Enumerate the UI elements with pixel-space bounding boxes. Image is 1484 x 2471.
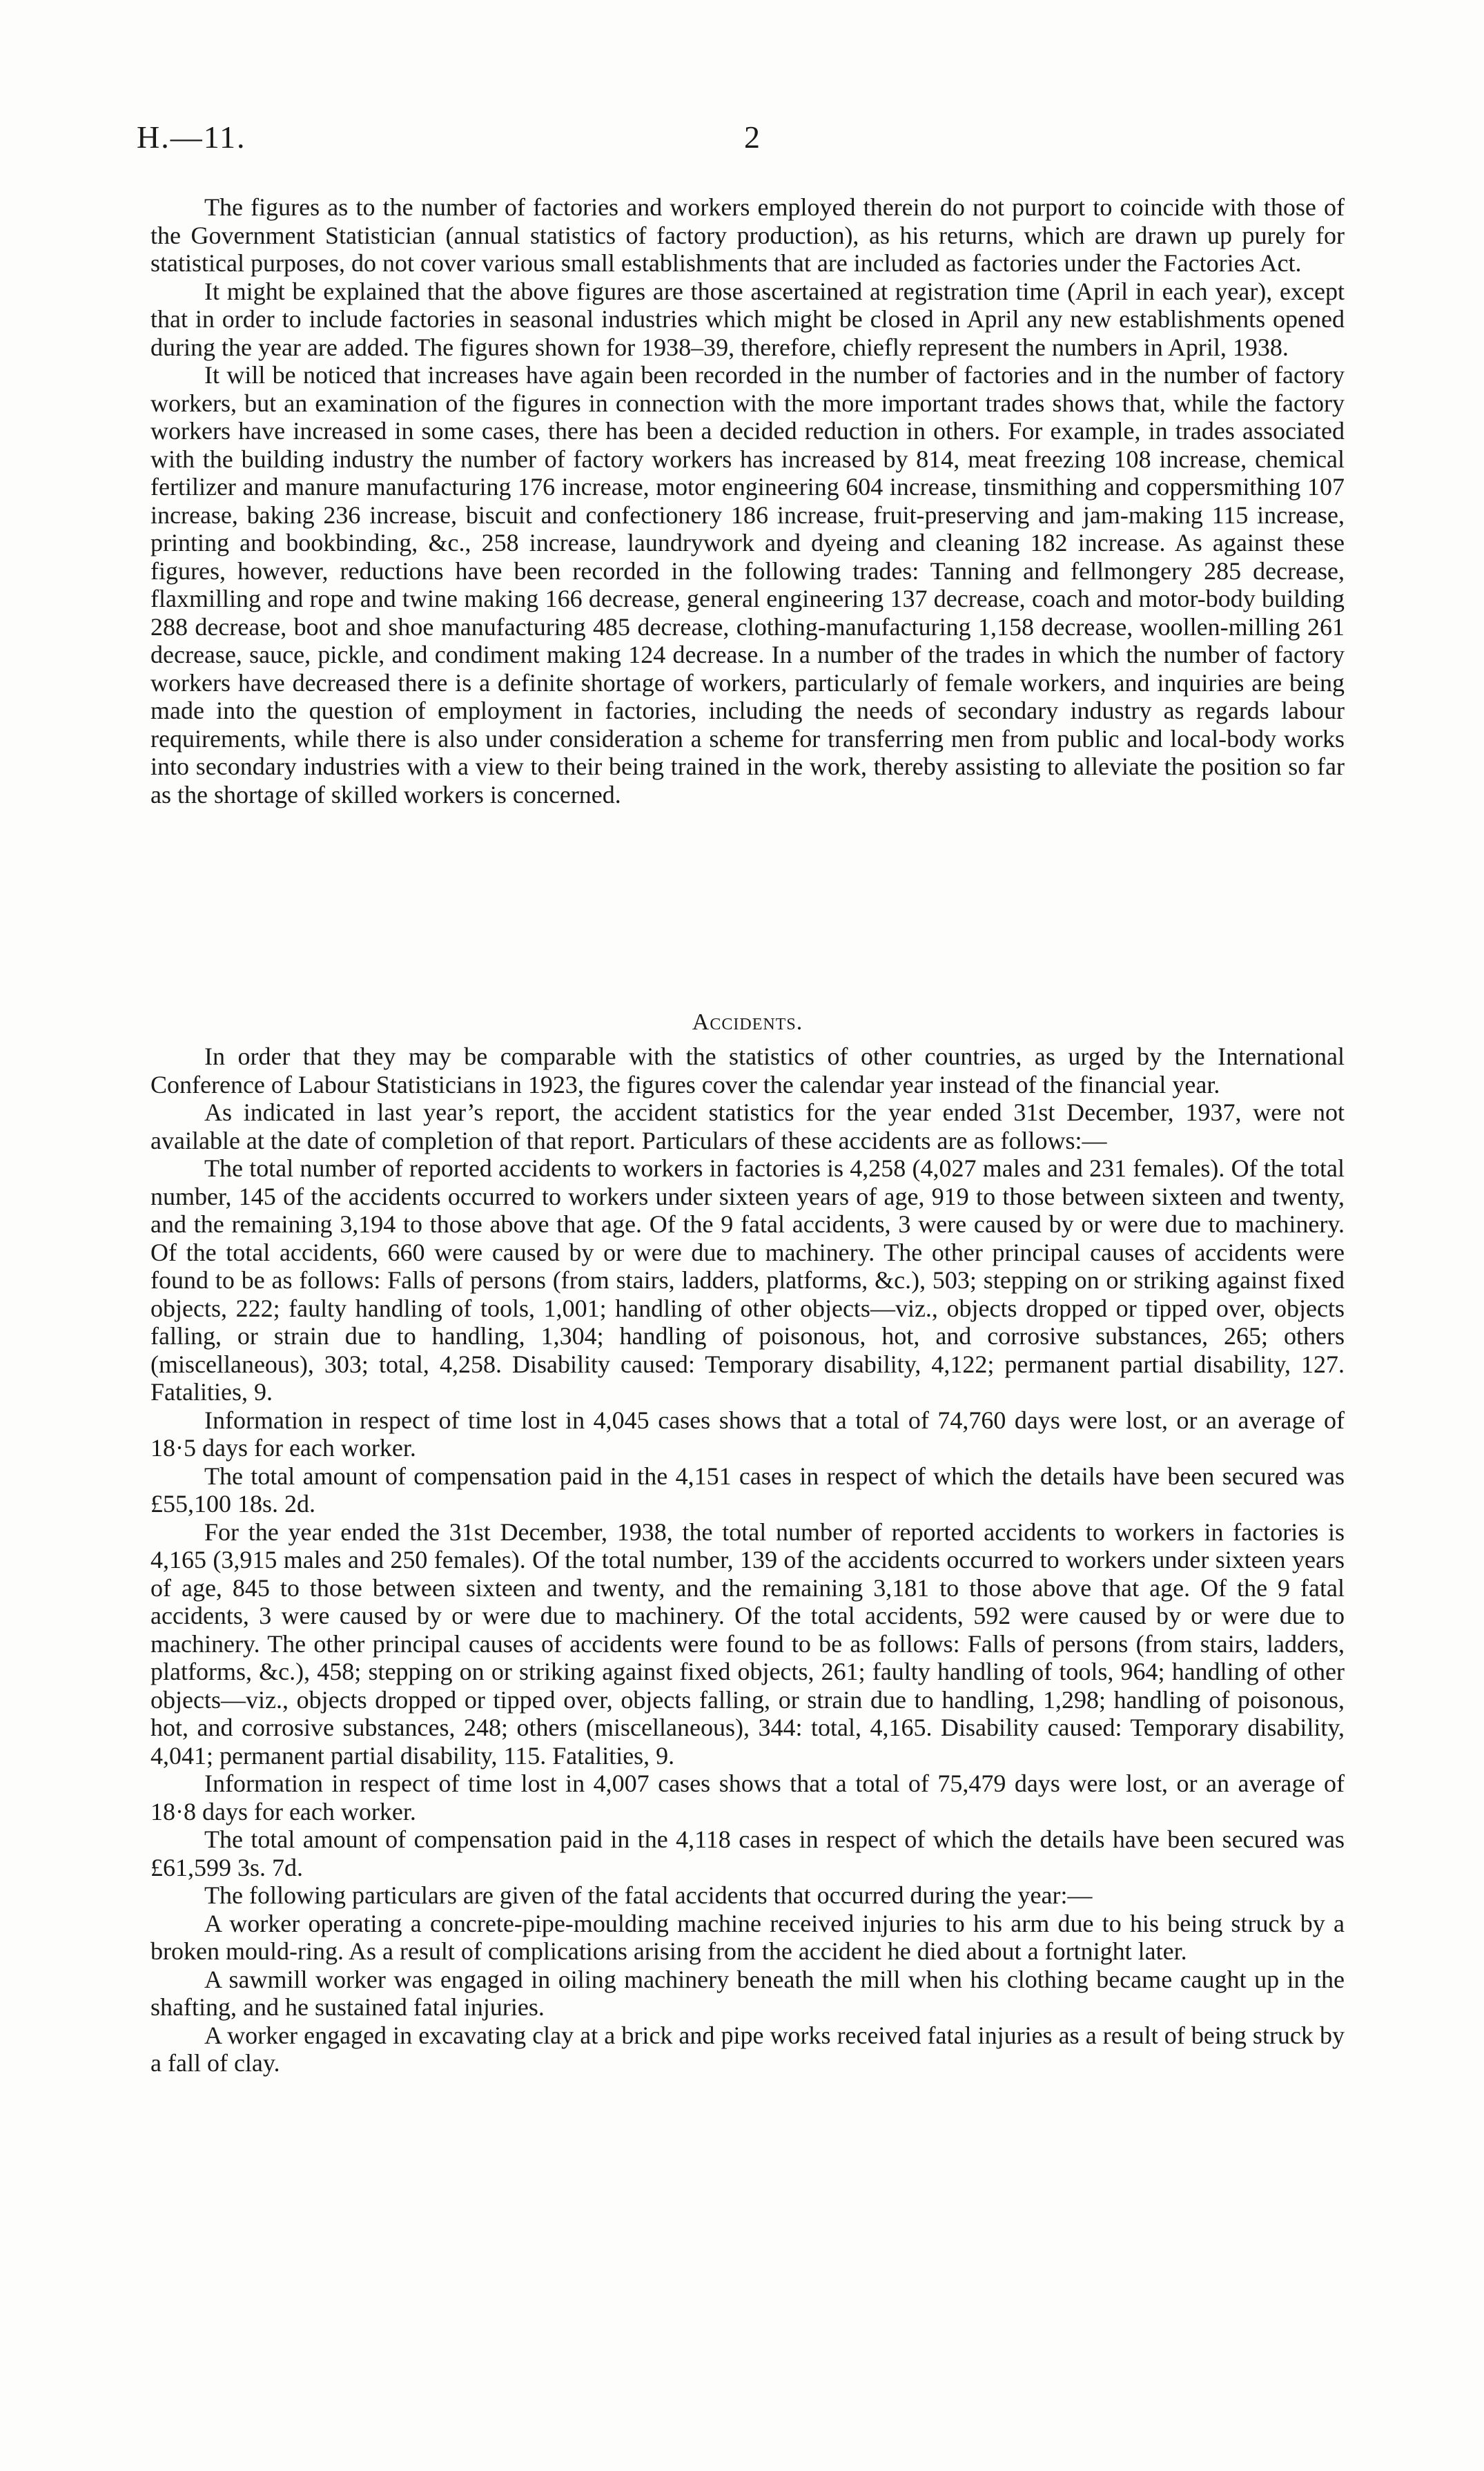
paragraph: The following particulars are given of the fatal accidents that occurred during the year:— bbox=[204, 1881, 1093, 1909]
accidents-section bbox=[150, 1043, 1345, 2077]
paragraph: A sawmill worker was engaged in oiling machinery beneath the mill when his clothing became caught up in the shafting, and he sustained fatal injuries. bbox=[150, 1965, 1345, 2021]
paragraph: The total amount of compensation paid in the 4,151 cases in respect of which the details have been secured was £55,100 18s. 2d. bbox=[150, 1462, 1345, 1518]
paragraph: It will be noticed that increases have again been recorded in the number of factories and in the number of factory workers, but an examination of the figures in connection with the more important trades shows that, while the factory workers have increased in some cases, there has been a decided reduction in others. For example, in trades associated with the building industry the number of factory workers has increased by 814, meat freezing 108 increase, chemical fertilizer and manure manufacturing 176 increase, motor engineering 604 increase, tinsmithing and coppersmithing 107 increase, baking 236 increase, biscuit and confectionery 186 increase, fruit-preserving and jam-making 115 increase, printing and bookbinding, &c., 258 increase, laundrywork and dyeing and cleaning 182 increase. As against these figures, however, reductions have been recorded in the following trades: Tanning and fellmongery 285 decrease, flaxmilling and rope and twine making 166 decrease, general engineering 137 decrease, coach and motor-body building 288 decrease, boot and shoe manufacturing 485 decrease, clothing-manufacturing 1,158 decrease, woollen-milling 261 decrease, sauce, pickle, and condiment making 124 decrease. In a number of the trades in which the number of factory workers have decreased there is a definite shortage of workers, particularly of female workers, and inquiries are being made into the question of employment in factories, including the needs of secondary industry as regards labour requirements, while there is also under consideration a scheme for transferring men from public and local-body works into secondary industries with a view to their being trained in the work, thereby assisting to alleviate the position so far as the shortage of skilled workers is concerned. bbox=[150, 361, 1345, 808]
paragraph: A worker operating a concrete-pipe-moulding machine received injuries to his arm due to his being struck by a broken mould-ring. As a result of complications arising from the accident he died about a fortnight later. bbox=[150, 1909, 1345, 1965]
paragraph: Information in respect of time lost in 4,045 cases shows that a total of 74,760 days were lost, or an average of 18·5 days for each worker. bbox=[150, 1406, 1345, 1462]
paragraph: For the year ended the 31st December, 1938, the total number of reported accidents to workers in factories is 4,165 (3,915 males and 250 females). Of the total number, 139 of the accidents occurred to workers under sixteen years of age, 845 to those between sixteen and twenty, and the remaining 3,181 to those above that age. Of the 9 fatal accidents, 3 were caused by or were due to machinery. Of the total accidents, 592 were caused by or were due to machinery. The other principal causes of accidents were found to be as follows: Falls of persons (from stairs, ladders, platforms, &c.), 458; stepping on or striking against fixed objects, 261; faulty handling of tools, 964; handling of other objects—viz., objects dropped or tipped over, objects falling, or strain due to handling, 1,298; handling of poisonous, hot, and corrosive substances, 248; others (miscellaneous), 344: total, 4,165. Disability caused: Temporary disability, 4,041; permanent partial disability, 115. Fatalities, 9. bbox=[150, 1518, 1345, 1770]
page-number: 2 bbox=[744, 119, 761, 155]
intro-section bbox=[150, 193, 1345, 808]
paragraph: The figures as to the number of factories and workers employed therein do not purport to coincide with those of the Government Statistician (annual statistics of factory production), as his returns, which are drawn up purely for statistical purposes, do not cover various small establishments that are included as factories under the Factories Act. bbox=[150, 193, 1345, 277]
document-reference: H.—11. bbox=[137, 119, 246, 155]
section-heading-accidents: Accidents. bbox=[692, 1009, 803, 1035]
page-header bbox=[137, 119, 1345, 160]
paragraph: It might be explained that the above figures are those ascertained at registration time (April in each year), except that in order to include factories in seasonal industries which might be closed in April any new establishments opened during the year are added. The figures shown for 1938–39, therefore, chiefly represent the numbers in April, 1938. bbox=[150, 277, 1345, 361]
paragraph: A worker engaged in excavating clay at a brick and pipe works received fatal injuries as a result of being struck by a fall of clay. bbox=[150, 2021, 1345, 2077]
paragraph: In order that they may be comparable with the statistics of other countries, as urged by the International Conference of Labour Statisticians in 1923, the figures cover the calendar year instead of the financial year. bbox=[150, 1043, 1345, 1098]
paragraph: Information in respect of time lost in 4,007 cases shows that a total of 75,479 days were lost, or an average of 18·8 days for each worker. bbox=[150, 1770, 1345, 1825]
paragraph: The total number of reported accidents to workers in factories is 4,258 (4,027 males and 231 females). Of the total number, 145 of the accidents occurred to workers under sixteen years of age, 919 to those between sixteen and twenty, and the remaining 3,194 to those above that age. Of the 9 fatal accidents, 3 were caused by or were due to machinery. Of the total accidents, 660 were caused by or were due to machinery. The other principal causes of accidents were found to be as follows: Falls of persons (from stairs, ladders, platforms, &c.), 503; stepping on or striking against fixed objects, 222; faulty handling of tools, 1,001; handling of other objects—viz., objects dropped or tipped over, objects falling, or strain due to handling, 1,304; handling of poisonous, hot, and corrosive substances, 265; others (miscellaneous), 303; total, 4,258. Disability caused: Temporary disability, 4,122; permanent partial disability, 127. Fatalities, 9. bbox=[150, 1154, 1345, 1406]
paragraph: As indicated in last year’s report, the accident statistics for the year ended 31st December, 1937, were not available at the date of completion of that report. Particulars of these accidents are as follows:— bbox=[150, 1098, 1345, 1154]
paragraph: The total amount of compensation paid in the 4,118 cases in respect of which the details have been secured was £61,599 3s. 7d. bbox=[150, 1825, 1345, 1881]
